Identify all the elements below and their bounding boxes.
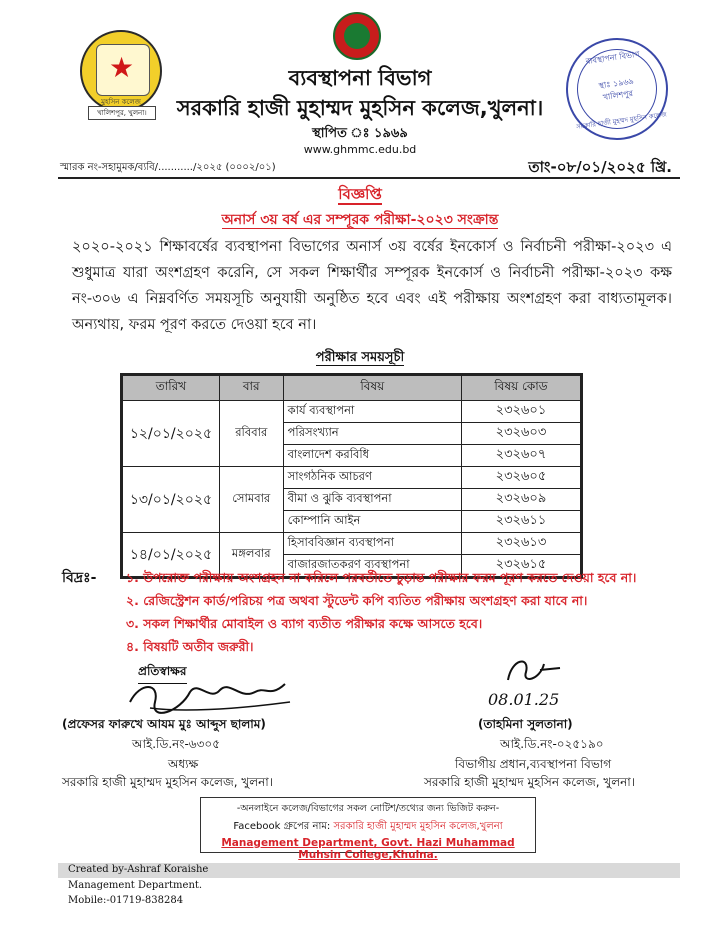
established-text: স্থাপিত ঃ ১৯৬৯ bbox=[312, 126, 408, 141]
notes-label: বিদ্রঃ- bbox=[62, 570, 97, 586]
logo-place: খালিশপুর, খুলনা। bbox=[88, 106, 156, 120]
head-name: (তাহমিনা সুলতানা) bbox=[478, 717, 573, 731]
col-header-subject: বিষয় bbox=[283, 375, 461, 401]
schedule-table bbox=[120, 373, 583, 579]
credit-department: Management Department. bbox=[68, 880, 203, 891]
subject-cell: বীমা ও ঝুকি ব্যবস্থাপনা bbox=[283, 489, 461, 511]
schedule-title: পরীক্ষার সময়সূচী bbox=[315, 350, 405, 365]
head-college: সরকারি হাজী মুহাম্মদ মুহসিন কলেজ, খুলনা। bbox=[424, 775, 636, 789]
principal-college: সরকারি হাজী মুহাম্মদ মুহসিন কলেজ, খুলনা। bbox=[62, 775, 274, 789]
day-cell: মঙ্গলবার bbox=[219, 533, 283, 578]
credit-mobile: Mobile:-01719-838284 bbox=[68, 895, 184, 906]
notes-list bbox=[126, 566, 686, 658]
facebook-prefix: Facebook গ্রুপের নাম: bbox=[233, 821, 331, 832]
note-item: ২. রেজিস্ট্রেশন কার্ড/পরিচয় পত্র অথবা স্টুডেন্ট কপি ব্যতিত পরীক্ষায় অংশগ্রহণ করা যাবে না। bbox=[126, 593, 588, 608]
footer-department-link[interactable]: Management Department, Govt. Hazi Muhammad Muhsin College,Khulna. bbox=[221, 837, 515, 861]
table-row bbox=[122, 401, 582, 423]
col-header-code: বিষয় কোড bbox=[461, 375, 581, 401]
schedule-title-wrap bbox=[0, 348, 720, 369]
notice-date: তাং-০৮/০১/২০২৫ খ্রি. bbox=[528, 158, 672, 176]
principal-name: (প্রফেসর ফারুখে আযম মুঃ আব্দুস ছালাম) bbox=[62, 717, 266, 731]
subject-cell: সাংগঠনিক আচরণ bbox=[283, 467, 461, 489]
countersign-label: প্রতিস্বাক্ষর bbox=[138, 663, 187, 684]
memo-number: স্মারক নং-সহামুমক/ব্যবি/.........../২০২৫ (০০০২/০১) bbox=[60, 162, 276, 173]
code-cell: ২৩২৬০৭ bbox=[461, 445, 581, 467]
code-cell: ২৩২৬১৫ bbox=[461, 555, 581, 578]
table-row bbox=[122, 533, 582, 555]
date-cell: ১২/০১/২০২৫ bbox=[122, 401, 220, 467]
subject-cell: কার্য ব্যবস্থাপনা bbox=[283, 401, 461, 423]
head-signature bbox=[500, 650, 570, 690]
subject-cell: বাংলাদেশ করবিধি bbox=[283, 445, 461, 467]
seal-mid2-text: খালিশপুর bbox=[602, 88, 634, 103]
head-position: বিভাগীয় প্রধান,ব্যবস্থাপনা বিভাগ bbox=[455, 757, 612, 771]
col-header-day: বার bbox=[219, 375, 283, 401]
signature-date: 08.01.25 bbox=[488, 690, 560, 709]
logo-ring-text: মুহসিন কলেজ bbox=[101, 98, 141, 106]
credit-created-by: Created by-Ashraf Koraishe bbox=[68, 864, 209, 875]
notice-title-wrap bbox=[0, 183, 720, 208]
principal-signature bbox=[120, 672, 300, 718]
footer-facebook bbox=[200, 819, 536, 836]
day-cell: রবিবার bbox=[219, 401, 283, 467]
subject-cell: পরিসংখ্যান bbox=[283, 423, 461, 445]
star-icon: ★ bbox=[109, 51, 135, 84]
college-title: সরকারি হাজী মুহাম্মদ মুহসিন কলেজ,খুলনা। bbox=[176, 96, 544, 120]
principal-id: আই.ডি.নং-৬৩০৫ bbox=[132, 737, 220, 751]
divider bbox=[58, 177, 680, 179]
table-header-row bbox=[122, 375, 582, 401]
seal-top-text: ব্যবস্থাপনা বিভাগ bbox=[585, 49, 641, 67]
code-cell: ২৩২৬০৫ bbox=[461, 467, 581, 489]
code-cell: ২৩২৬০১ bbox=[461, 401, 581, 423]
code-cell: ২৩২৬১৩ bbox=[461, 533, 581, 555]
subject-cell: কোম্পানি আইন bbox=[283, 511, 461, 533]
table-row bbox=[122, 467, 582, 489]
note-item: ১. উপরোক্ত পরীক্ষায় অংশগ্রহন না করিলে পরবর্তীতে চুড়ান্ত পরীক্ষার ফরম পূরণ করতে দেওয়া হবে না। bbox=[126, 570, 637, 585]
date-cell: ১৩/০১/২০২৫ bbox=[122, 467, 220, 533]
note-item: ৪. বিষয়টি অতীব জরুরী। bbox=[126, 639, 254, 654]
website-link[interactable]: www.ghmmc.edu.bd bbox=[303, 143, 417, 156]
notice-subject: অনার্স ৩য় বর্ষ এর সম্পূরক পরীক্ষা-২০২৩ সংক্রান্ত bbox=[221, 212, 499, 228]
note-item: ৩. সকল শিক্ষার্থীর মোবাইল ও ব্যাগ ব্যতীত পরীক্ষার কক্ষে আসতে হবে। bbox=[126, 616, 483, 631]
footer-visit-text: -অনলাইনে কলেজ/বিভাগের সকল নোটিশ/তথ্যের জন্য ভিজিট করুন- bbox=[236, 803, 500, 814]
subject-wrap bbox=[0, 208, 720, 232]
government-emblem bbox=[333, 12, 381, 60]
notice-body: ২০২০-২০২১ শিক্ষাবর্ষের ব্যবস্থাপনা বিভাগের অনার্স ৩য় বর্ষের ইনকোর্স ও নির্বাচনী পরীক্ষা-২০২৩ এ শুধুমাত্র যারা অংশগ্রহণ করেনি, সে সকল শিক্ষার্থীর সম্পূরক ইনকোর্স ও নির্বাচনী পরীক্ষা-২০২৩ কক্ষ নং-৩০৬ এ নিম্নবর্ণিত সময়সূচি অনুযায়ী অনুষ্ঠিত হবে এবং এই পরীক্ষায় অংশগ্রহণ করা বাধ্যতামূলক। অন্যথায়, ফরম পূরণ করতে দেওয়া হবে না। bbox=[72, 239, 672, 333]
notice-title: বিজ্ঞপ্তি bbox=[338, 185, 382, 203]
day-cell: সোমবার bbox=[219, 467, 283, 533]
code-cell: ২৩২৬০৯ bbox=[461, 489, 581, 511]
facebook-group-name[interactable]: সরকারি হাজী মুহাম্মদ মুহসিন কলেজ,খুলনা bbox=[333, 821, 503, 832]
col-header-date: তারিখ bbox=[122, 375, 220, 401]
date-cell: ১৪/০১/২০২৫ bbox=[122, 533, 220, 578]
principal-position: অধ্যক্ষ bbox=[168, 757, 199, 771]
seal-bottom-text: সরকারি হাজী মুহম্মদ মুহসিন কলেজ bbox=[575, 110, 668, 131]
code-cell: ২৩২৬০৩ bbox=[461, 423, 581, 445]
head-id: আই.ডি.নং-০২৫১৯০ bbox=[500, 737, 604, 751]
subject-cell: হিসাববিজ্ঞান ব্যবস্থাপনা bbox=[283, 533, 461, 555]
department-title: ব্যবস্থাপনা বিভাগ bbox=[288, 66, 432, 90]
code-cell: ২৩২৬১১ bbox=[461, 511, 581, 533]
subject-cell: বাজারজাতকরণ ব্যবস্থাপনা bbox=[283, 555, 461, 578]
seal-mid-text: স্থাঃ ১৯৬৯ bbox=[598, 76, 635, 91]
